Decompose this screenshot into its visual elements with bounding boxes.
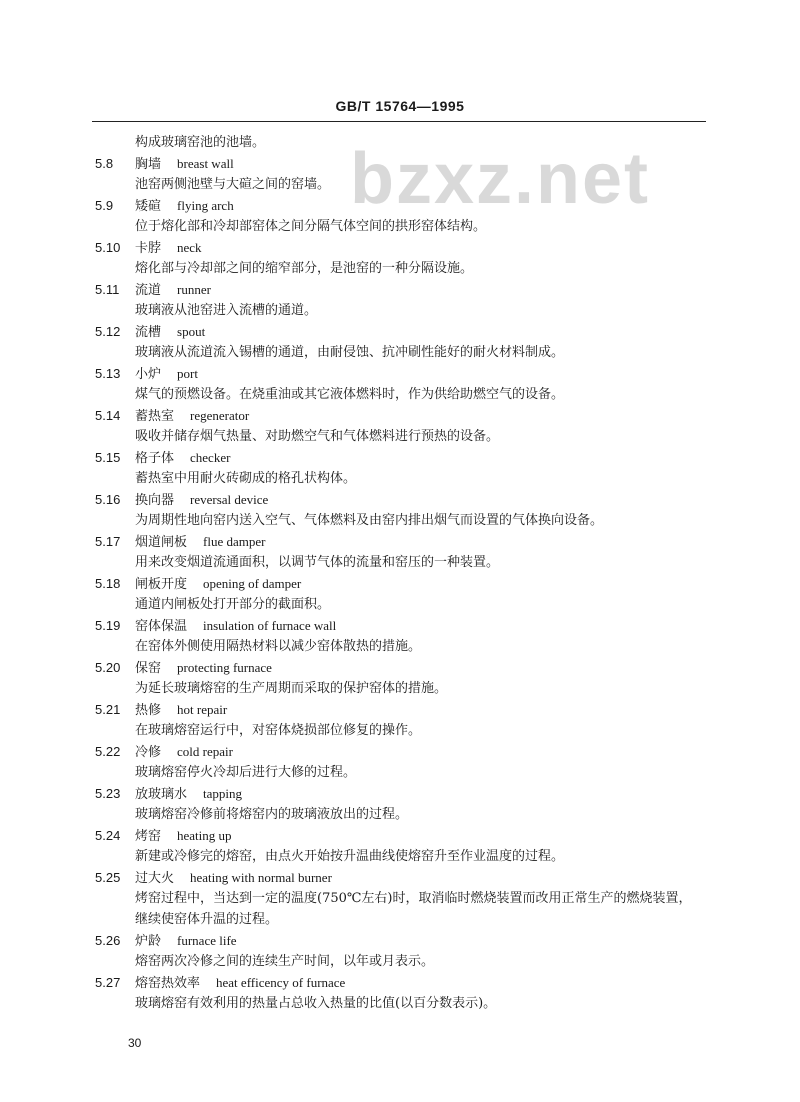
document-header: GB/T 15764—1995 — [335, 98, 465, 114]
term-entry — [95, 930, 715, 951]
intro-line — [95, 132, 715, 153]
term-english: spout — [177, 324, 206, 339]
term-heading — [135, 321, 205, 343]
term-heading — [135, 699, 227, 721]
term-heading — [135, 279, 211, 301]
definition-text: 玻璃熔窑冷修前将熔窑内的玻璃液放出的过程。 — [135, 807, 409, 822]
term-heading — [135, 489, 268, 511]
term-chinese: 流道 — [135, 283, 162, 298]
definition-text: 玻璃熔窑停火冷却后进行大修的过程。 — [135, 765, 357, 780]
term-chinese: 熔窑热效率 — [135, 976, 201, 991]
term-chinese: 流槽 — [135, 325, 162, 340]
definition-text: 煤气的预燃设备。在烧重油或其它液体燃料时，作为供给助燃空气的设备。 — [135, 387, 565, 402]
term-entry — [95, 489, 715, 510]
definition-line — [95, 174, 715, 195]
definition-line — [95, 552, 715, 573]
definition-line — [95, 909, 715, 930]
term-chinese: 卡脖 — [135, 241, 162, 256]
definition-text: 吸收并储存烟气热量、对助燃空气和气体燃料进行预热的设备。 — [135, 429, 500, 444]
term-english: heating up — [177, 828, 232, 843]
definition-line — [95, 426, 715, 447]
definition-line — [95, 384, 715, 405]
clause-number: 5.11 — [95, 282, 120, 297]
definition-text: 构成玻璃窑池的池墙。 — [135, 135, 266, 150]
term-english: checker — [190, 450, 231, 465]
clause-number: 5.25 — [95, 870, 121, 885]
term-heading — [135, 783, 242, 805]
term-heading — [135, 237, 202, 259]
term-english: furnace life — [177, 933, 237, 948]
term-english: flying arch — [177, 198, 234, 213]
term-entry — [95, 573, 715, 594]
term-heading — [135, 531, 265, 553]
term-entry — [95, 153, 715, 174]
definition-text: 熔窑两次冷修之间的连续生产时间，以年或月表示。 — [135, 954, 435, 969]
definition-line — [95, 636, 715, 657]
definition-text: 烤窑过程中，当达到一定的温度(750℃左右)时，取消临时燃烧装置而改用正常生产的燃烧装置， — [135, 891, 692, 906]
term-chinese: 蓄热室 — [135, 409, 175, 424]
clause-number: 5.27 — [95, 975, 121, 990]
term-chinese: 热修 — [135, 703, 162, 718]
term-chinese: 小炉 — [135, 367, 162, 382]
definition-line — [95, 468, 715, 489]
term-heading — [135, 195, 234, 217]
term-chinese: 矮碹 — [135, 199, 162, 214]
term-chinese: 胸墙 — [135, 157, 162, 172]
term-english: reversal device — [190, 492, 269, 507]
term-english: breast wall — [177, 156, 234, 171]
definition-text: 为延长玻璃熔窑的生产周期而采取的保护窑体的措施。 — [135, 681, 448, 696]
definition-line — [95, 510, 715, 531]
term-entry — [95, 825, 715, 846]
term-english: cold repair — [177, 744, 233, 759]
term-chinese: 放玻璃水 — [135, 787, 188, 802]
clause-number: 5.23 — [95, 786, 121, 801]
term-entry — [95, 237, 715, 258]
term-chinese: 窑体保温 — [135, 619, 188, 634]
term-chinese: 烟道闸板 — [135, 535, 188, 550]
term-entry — [95, 741, 715, 762]
term-english: port — [177, 366, 198, 381]
term-chinese: 换向器 — [135, 493, 175, 508]
definition-text: 用来改变烟道流通面积，以调节气体的流量和窑压的一种装置。 — [135, 555, 500, 570]
clause-number: 5.13 — [95, 366, 121, 381]
term-english: protecting furnace — [177, 660, 272, 675]
clause-number: 5.26 — [95, 933, 121, 948]
clause-number: 5.10 — [95, 240, 121, 255]
definition-line — [95, 300, 715, 321]
definition-text: 在玻璃熔窑运行中，对窑体烧损部位修复的操作。 — [135, 723, 422, 738]
term-entry — [95, 615, 715, 636]
definition-text: 在窑体外侧使用隔热材料以减少窑体散热的措施。 — [135, 639, 422, 654]
term-english: opening of damper — [203, 576, 302, 591]
term-chinese: 冷修 — [135, 745, 162, 760]
term-chinese: 烤窑 — [135, 829, 162, 844]
term-english: neck — [177, 240, 202, 255]
clause-number: 5.22 — [95, 744, 121, 759]
term-english: runner — [177, 282, 211, 297]
clause-number: 5.20 — [95, 660, 121, 675]
term-entry — [95, 657, 715, 678]
term-english: regenerator — [190, 408, 250, 423]
term-heading — [135, 825, 232, 847]
definition-text: 蓄热室中用耐火砖砌成的格孔状构体。 — [135, 471, 357, 486]
definition-line — [95, 993, 715, 1014]
definition-line — [95, 594, 715, 615]
definition-line — [95, 951, 715, 972]
clause-number: 5.16 — [95, 492, 121, 507]
term-entry — [95, 405, 715, 426]
term-chinese: 闸板开度 — [135, 577, 188, 592]
term-entry — [95, 867, 715, 888]
term-heading — [135, 573, 301, 595]
definition-line — [95, 762, 715, 783]
definition-text: 玻璃液从流道流入锡槽的通道，由耐侵蚀、抗冲刷性能好的耐火材料制成。 — [135, 345, 565, 360]
page-number: 30 — [128, 1036, 142, 1050]
term-list — [95, 153, 715, 1014]
term-chinese: 炉龄 — [135, 934, 162, 949]
term-english: heat efficency of furnace — [216, 975, 346, 990]
definition-line — [95, 258, 715, 279]
definition-text: 位于熔化部和冷却部窑体之间分隔气体空间的拱形窑体结构。 — [135, 219, 487, 234]
term-heading — [135, 930, 237, 952]
term-chinese: 格子体 — [135, 451, 175, 466]
term-heading — [135, 447, 230, 469]
term-entry — [95, 699, 715, 720]
definition-line — [95, 804, 715, 825]
document-body — [95, 132, 715, 1014]
term-entry — [95, 195, 715, 216]
term-entry — [95, 531, 715, 552]
term-english: heating with normal burner — [190, 870, 332, 885]
term-entry — [95, 321, 715, 342]
clause-number: 5.14 — [95, 408, 121, 423]
term-heading — [135, 153, 234, 175]
term-chinese: 过大火 — [135, 871, 175, 886]
definition-line — [95, 888, 715, 909]
term-heading — [135, 657, 272, 679]
clause-number: 5.12 — [95, 324, 121, 339]
term-entry — [95, 783, 715, 804]
clause-number: 5.21 — [95, 702, 121, 717]
term-english: flue damper — [203, 534, 266, 549]
term-heading — [135, 741, 233, 763]
term-heading — [135, 363, 198, 385]
clause-number: 5.15 — [95, 450, 121, 465]
term-entry — [95, 363, 715, 384]
term-english: tapping — [203, 786, 243, 801]
definition-line — [95, 720, 715, 741]
clause-number: 5.8 — [95, 156, 114, 171]
definition-text: 新建或冷修完的熔窑，由点火开始按升温曲线使熔窑升至作业温度的过程。 — [135, 849, 565, 864]
clause-number: 5.9 — [95, 198, 114, 213]
definition-text: 继续使窑体升温的过程。 — [135, 912, 279, 927]
term-heading — [135, 615, 336, 637]
watermark: bzxz.net — [350, 139, 651, 219]
term-chinese: 保窑 — [135, 661, 162, 676]
term-heading — [135, 867, 332, 889]
clause-number: 5.17 — [95, 534, 121, 549]
definition-text: 玻璃液从池窑进入流槽的通道。 — [135, 303, 318, 318]
header-rule — [92, 121, 706, 122]
definition-text: 为周期性地向窑内送入空气、气体燃料及由窑内排出烟气而设置的气体换向设备。 — [135, 513, 604, 528]
term-entry — [95, 279, 715, 300]
definition-line — [95, 678, 715, 699]
clause-number: 5.19 — [95, 618, 121, 633]
term-english: insulation of furnace wall — [203, 618, 337, 633]
term-entry — [95, 972, 715, 993]
definition-text: 池窑两侧池壁与大碹之间的窑墙。 — [135, 177, 331, 192]
term-entry — [95, 447, 715, 468]
definition-line — [95, 846, 715, 867]
definition-line — [95, 342, 715, 363]
term-english: hot repair — [177, 702, 228, 717]
definition-text: 熔化部与冷却部之间的缩窄部分，是池窑的一种分隔设施。 — [135, 261, 474, 276]
clause-number: 5.18 — [95, 576, 121, 591]
clause-number: 5.24 — [95, 828, 121, 843]
term-heading — [135, 972, 345, 994]
definition-text: 玻璃熔窑有效利用的热量占总收入热量的比值(以百分数表示)。 — [135, 996, 497, 1011]
definition-text: 通道内闸板处打开部分的截面积。 — [135, 597, 331, 612]
definition-line — [95, 216, 715, 237]
term-heading — [135, 405, 249, 427]
